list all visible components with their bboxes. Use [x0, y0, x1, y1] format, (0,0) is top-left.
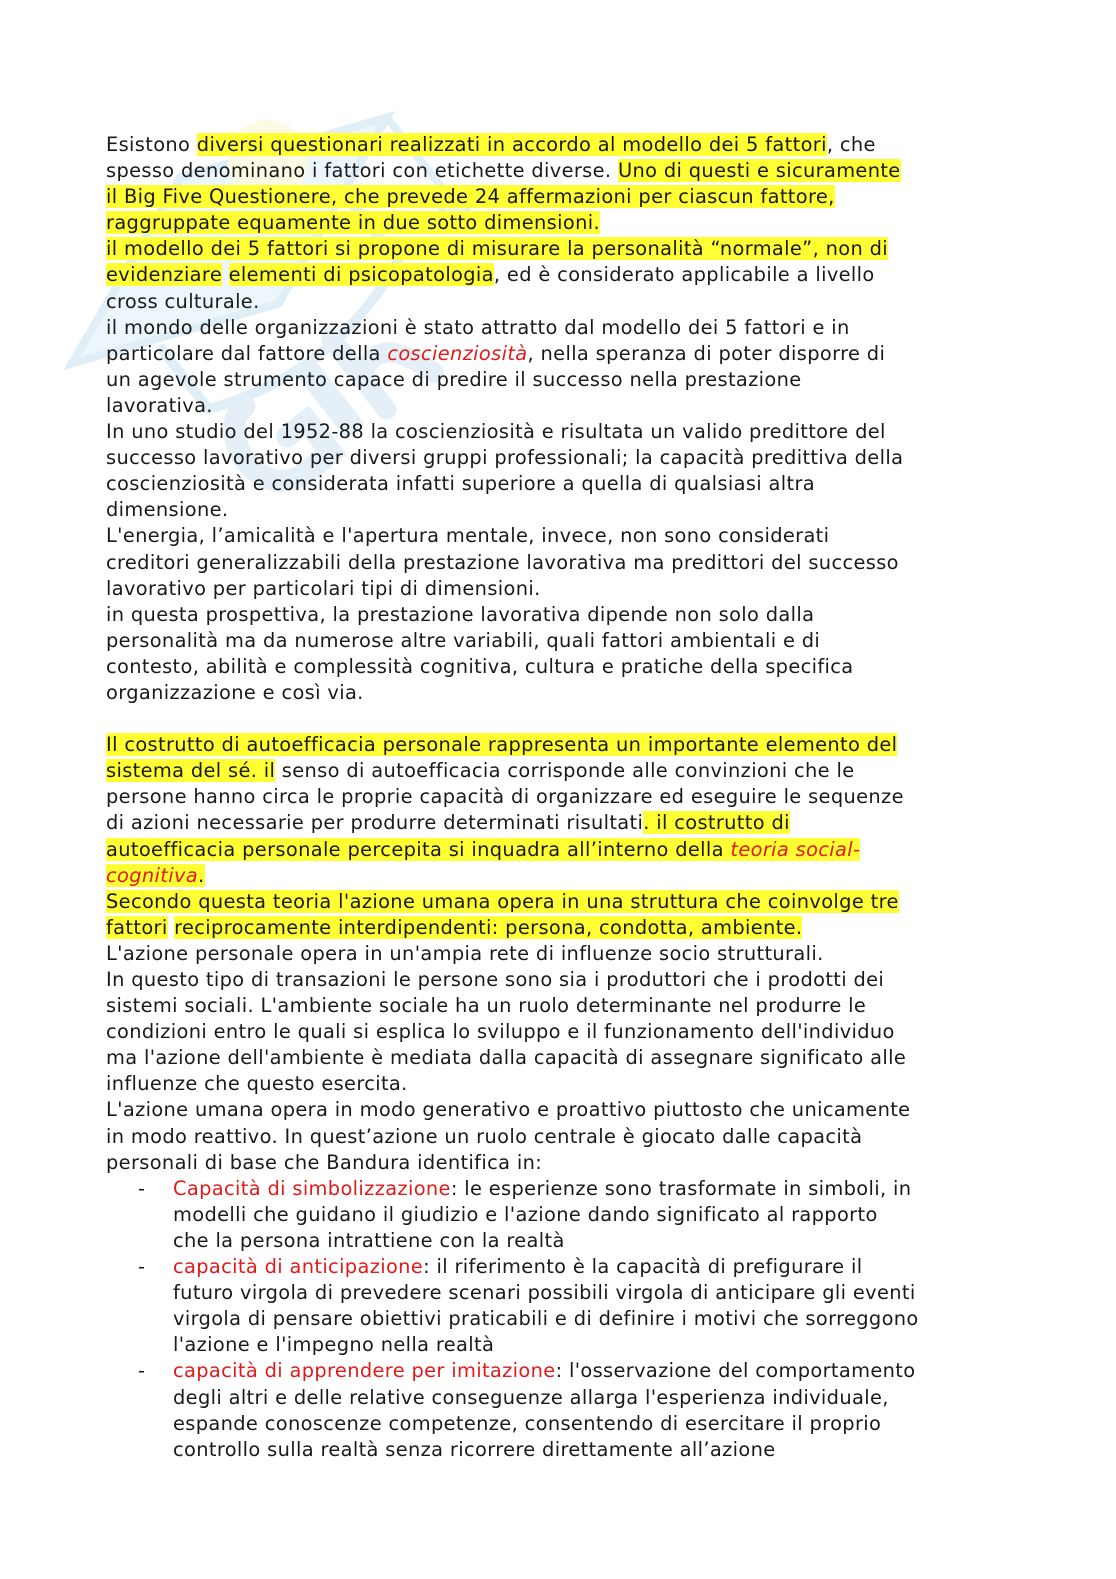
capacities-list: [106, 1176, 1006, 1463]
text-run: , che: [826, 133, 876, 156]
paragraph-normal-personality: [106, 236, 1006, 314]
highlighted-text: diversi questionari realizzati in accordo al modello dei 5 fattori: [196, 133, 827, 156]
emphasis-term: Capacità di simbolizzazione: [173, 1176, 451, 1200]
highlighted-text: Secondo questa teoria l'azione umana opera in una struttura che coinvolge tre: [106, 889, 899, 913]
paragraph-social-cognitive-theory: [106, 889, 1006, 941]
text-line: L'energia, l’amicalità e l'apertura mentale, invece, non sono considerati: [106, 524, 830, 548]
text-line: L'azione personale opera in un'ampia rete di influenze socio strutturali.: [106, 941, 824, 965]
text-run: particolare dal fattore della: [106, 341, 388, 365]
paragraph-transactions: [106, 967, 1006, 1097]
text-line: in questa prospettiva, la prestazione lavorativa dipende non solo dalla: [106, 602, 815, 626]
emphasis-term: coscienziosità: [387, 341, 528, 365]
text-line: creditori generalizzabili della prestazione lavorativa ma predittori del successo: [106, 550, 899, 574]
paragraph-energy: [106, 523, 1006, 601]
list-bullet: -: [138, 1359, 146, 1383]
highlighted-text: il Big Five Questionere, che prevede 24 affermazioni per ciascun fattore,: [106, 185, 835, 209]
text-line: sistemi sociali. L'ambiente sociale ha un ruolo determinante nel produrre le: [106, 994, 867, 1018]
list-item: [106, 1176, 1006, 1254]
paragraph-organizations: [106, 315, 1006, 419]
text-line: il mondo delle organizzazioni è stato attratto dal modello dei 5 fattori e in: [106, 315, 850, 339]
text-line: L'azione umana opera in modo generativo e proattivo piuttosto che unicamente: [106, 1098, 911, 1122]
text-line: persone hanno circa le proprie capacità di organizzare ed eseguire le sequenze: [106, 785, 904, 809]
text-run: : il riferimento è la capacità di prefigurare il: [423, 1255, 863, 1279]
text-run: senso di autoefficacia corrisponde alle convinzioni che le: [275, 759, 855, 783]
highlighted-text: Uno di questi e sicuramente: [617, 159, 901, 183]
text-line: contesto, abilità e complessità cognitiva, cultura e pratiche della specifica: [106, 654, 854, 678]
text-line: condizioni entro le quali si esplica lo sviluppo e il funzionamento dell'individuo: [106, 1020, 895, 1044]
text-line: l'azione e l'impegno nella realtà: [173, 1333, 495, 1357]
list-item: [106, 1254, 1006, 1358]
highlighted-text: . il costrutto di: [643, 811, 790, 835]
text-run: di azioni necessarie per produrre determinati risultati: [106, 811, 644, 835]
text-run: : l'osservazione del comportamento: [555, 1359, 916, 1383]
text-line: che la persona intrattiene con la realtà: [173, 1228, 565, 1252]
highlighted-text: evidenziare: [106, 263, 223, 287]
text-line: ma l'azione dell'ambiente è mediata dalla capacità di assegnare significato alle: [106, 1046, 907, 1070]
highlighted-text: raggruppate equamente in due sotto dimensioni.: [106, 211, 600, 235]
highlighted-text: autoefficacia personale percepita si inquadra all’interno della: [106, 837, 731, 861]
text-line: in modo reattivo. In quest’azione un ruolo centrale è giocato dalle capacità: [106, 1124, 863, 1148]
emphasis-term: teoria social-: [730, 837, 861, 861]
text-line: dimensione.: [106, 498, 229, 522]
text-line: espande conoscenze competenze, consentendo di esercitare il proprio: [173, 1411, 882, 1435]
text-line: lavorativa.: [106, 393, 213, 417]
paragraph-big-five-questionnaires: [106, 132, 1006, 236]
text-line: personali di base che Bandura identifica in:: [106, 1150, 543, 1174]
text-run: , ed è considerato applicabile a livello: [493, 263, 875, 287]
paragraph-spacer: [106, 706, 1006, 732]
list-bullet: -: [138, 1255, 146, 1279]
text-run: , nella speranza di poter disporre di: [527, 341, 886, 365]
paragraph-perspective: [106, 602, 1006, 706]
list-item: [106, 1358, 1006, 1462]
paragraph-study: [106, 419, 1006, 523]
paragraph-self-efficacy: [106, 732, 1006, 889]
text-line: futuro virgola di prevedere scenari possibili virgola di anticipare gli eventi: [173, 1281, 916, 1305]
list-bullet: -: [138, 1176, 146, 1200]
highlighted-text: fattori: [106, 915, 168, 939]
text-line: lavorativo per particolari tipi di dimensioni.: [106, 576, 541, 600]
highlighted-text: elementi di psicopatologia: [228, 263, 494, 287]
paragraph-personal-action: [106, 941, 1006, 967]
document-body: [106, 132, 1006, 1463]
text-line: In questo tipo di transazioni le persone sono sia i produttori che i prodotti dei: [106, 968, 885, 991]
text-line: degli altri e delle relative conseguenze allarga l'esperienza individuale,: [173, 1385, 889, 1409]
highlighted-text: Il costrutto di autoefficacia personale rappresenta un importante elemento del: [106, 733, 898, 757]
text-line: cross culturale.: [106, 289, 260, 313]
emphasis-term: cognitiva: [106, 863, 199, 887]
text-line: un agevole strumento capace di predire il successo nella prestazione: [106, 367, 802, 391]
highlighted-text: .: [198, 863, 205, 887]
highlighted-text: reciprocamente interdipendenti: persona, condotta, ambiente.: [174, 915, 803, 939]
highlighted-text: il modello dei 5 fattori si propone di misurare la personalità “normale”, non di: [106, 237, 889, 261]
text-run: spesso denominano i fattori con etichette diverse.: [106, 159, 618, 183]
text-line: virgola di pensare obiettivi praticabili e di definire i motivi che sorreggono: [173, 1307, 919, 1331]
text-line: coscienziosità e considerata infatti superiore a quella di qualsiasi altra: [106, 472, 816, 496]
text-run: Esistono: [106, 133, 197, 156]
text-line: influenze che questo esercita.: [106, 1072, 408, 1096]
text-run: : le esperienze sono trasformate in simboli, in: [450, 1176, 912, 1200]
text-line: personalità ma da numerose altre variabili, quali fattori ambientali e di: [106, 628, 821, 652]
text-run: [222, 263, 229, 286]
highlighted-text: sistema del sé. il: [106, 759, 276, 783]
text-line: controllo sulla realtà senza ricorrere direttamente all’azione: [173, 1437, 776, 1461]
emphasis-term: capacità di anticipazione: [173, 1255, 424, 1279]
text-line: modelli che guidano il giudizio e l'azione dando significato al rapporto: [173, 1202, 878, 1226]
text-line: In uno studio del 1952-88 la coscienziosità e risultata un valido predittore del: [106, 420, 886, 444]
text-line: organizzazione e così via.: [106, 680, 364, 704]
text-line: successo lavorativo per diversi gruppi professionali; la capacità predittiva della: [106, 446, 904, 470]
emphasis-term: capacità di apprendere per imitazione: [173, 1359, 556, 1383]
paragraph-human-action: [106, 1097, 1006, 1175]
